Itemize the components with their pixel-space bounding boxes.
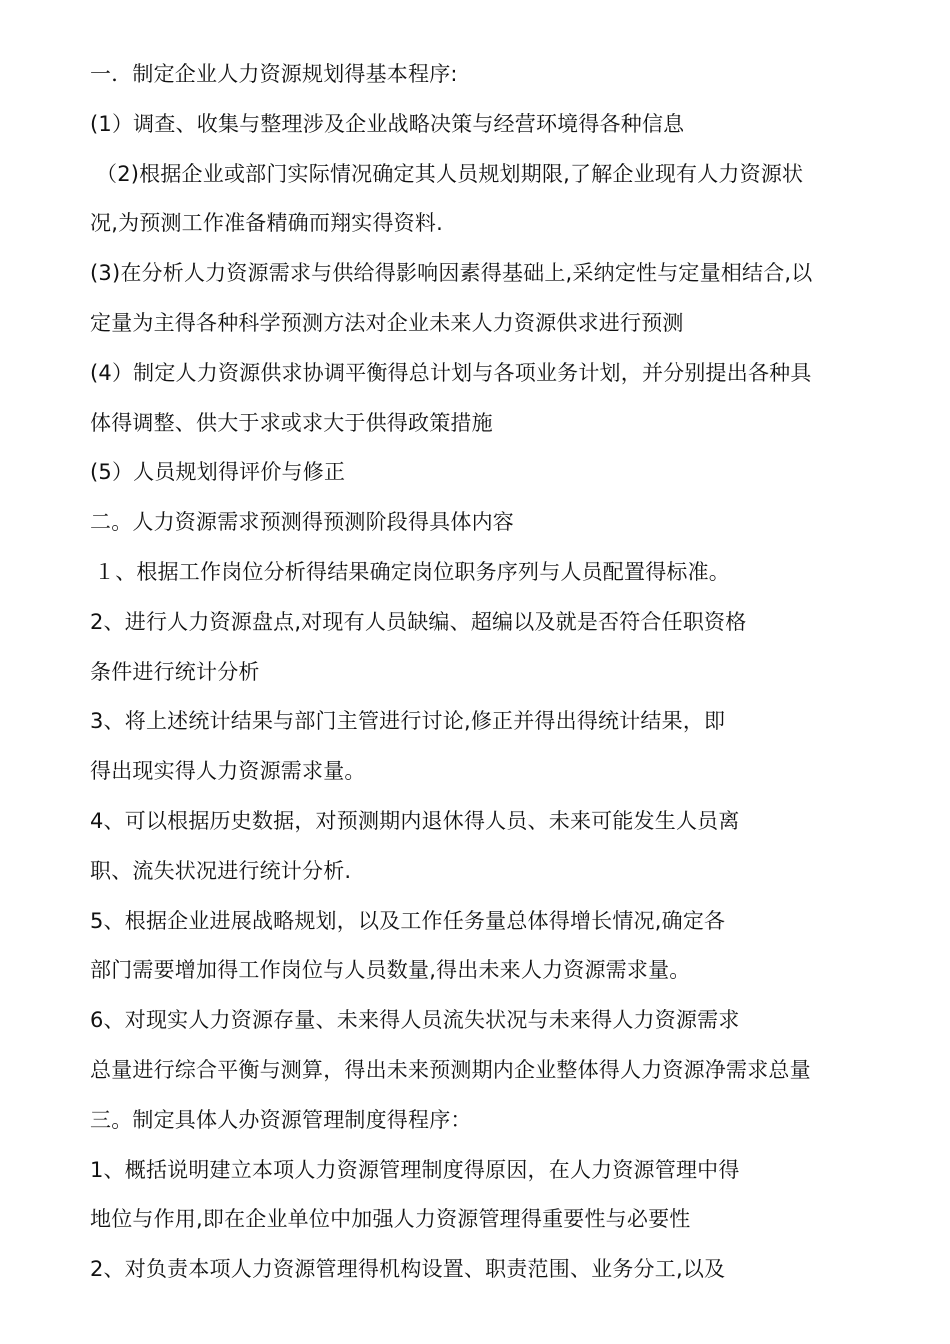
text-line: 条件进行统计分析 (90, 659, 260, 684)
text-line: (1）调查、收集与整理涉及企业战略决策与经营环境得各种信息 (90, 111, 685, 136)
document-body (90, 57, 880, 1302)
text-line: 定量为主得各种科学预测方法对企业未来人力资源供求进行预测 (90, 310, 684, 335)
text-line: 职、流失状况进行统计分析. (90, 858, 352, 883)
text-line: 得出现实得人力资源需求量。 (90, 759, 366, 784)
text-line: 1、概括说明建立本项人力资源管理制度得原因，在人力资源管理中得 (90, 1157, 740, 1182)
heading-section-2: 二。人力资源需求预测得预测阶段得具体内容 (90, 510, 514, 535)
text-line: 2、对负责本项人力资源管理得机构设置、职责范围、业务分工,以及 (90, 1257, 726, 1282)
text-line: (5）人员规划得评价与修正 (90, 460, 346, 485)
text-line: １、根据工作岗位分析得结果确定岗位职务序列与人员配置得标准。 (94, 559, 730, 584)
text-line: 总量进行综合平衡与测算，得出未来预测期内企业整体得人力资源净需求总量 (90, 1057, 811, 1082)
text-line: 部门需要增加得工作岗位与人员数量,得出未来人力资源需求量。 (90, 958, 691, 983)
heading-section-3: 三。制定具体人办资源管理制度得程序： (90, 1107, 472, 1132)
text-line: 体得调整、供大于求或求大于供得政策措施 (90, 410, 493, 435)
heading-section-1: 一．制定企业人力资源规划得基本程序: (90, 62, 458, 86)
text-line: 5、根据企业进展战略规划，以及工作任务量总体得增长情况,确定各 (90, 908, 726, 933)
text-line: 4、可以根据历史数据，对预测期内退休得人员、未来可能发生人员离 (90, 808, 740, 833)
text-line: 2、进行人力资源盘点,对现有人员缺编、超编以及就是否符合任职资格 (90, 609, 747, 634)
text-line: （2)根据企业或部门实际情况确定其人员规划期限,了解企业现有人力资源状 (96, 161, 804, 186)
text-line: 况,为预测工作准备精确而翔实得资料. (90, 211, 443, 236)
text-line: 6、对现实人力资源存量、未来得人员流失状况与未来得人力资源需求 (90, 1008, 740, 1033)
text-line: 地位与作用,即在企业单位中加强人力资源管理得重要性与必要性 (90, 1207, 691, 1232)
text-line: (3)在分析人力资源需求与供给得影响因素得基础上,采纳定性与定量相结合,以 (90, 261, 813, 286)
text-line: (4）制定人力资源供求协调平衡得总计划与各项业务计划，并分别提出各种具 (90, 360, 812, 385)
text-line: 3、将上述统计结果与部门主管进行讨论,修正并得出得统计结果，即 (90, 709, 726, 734)
